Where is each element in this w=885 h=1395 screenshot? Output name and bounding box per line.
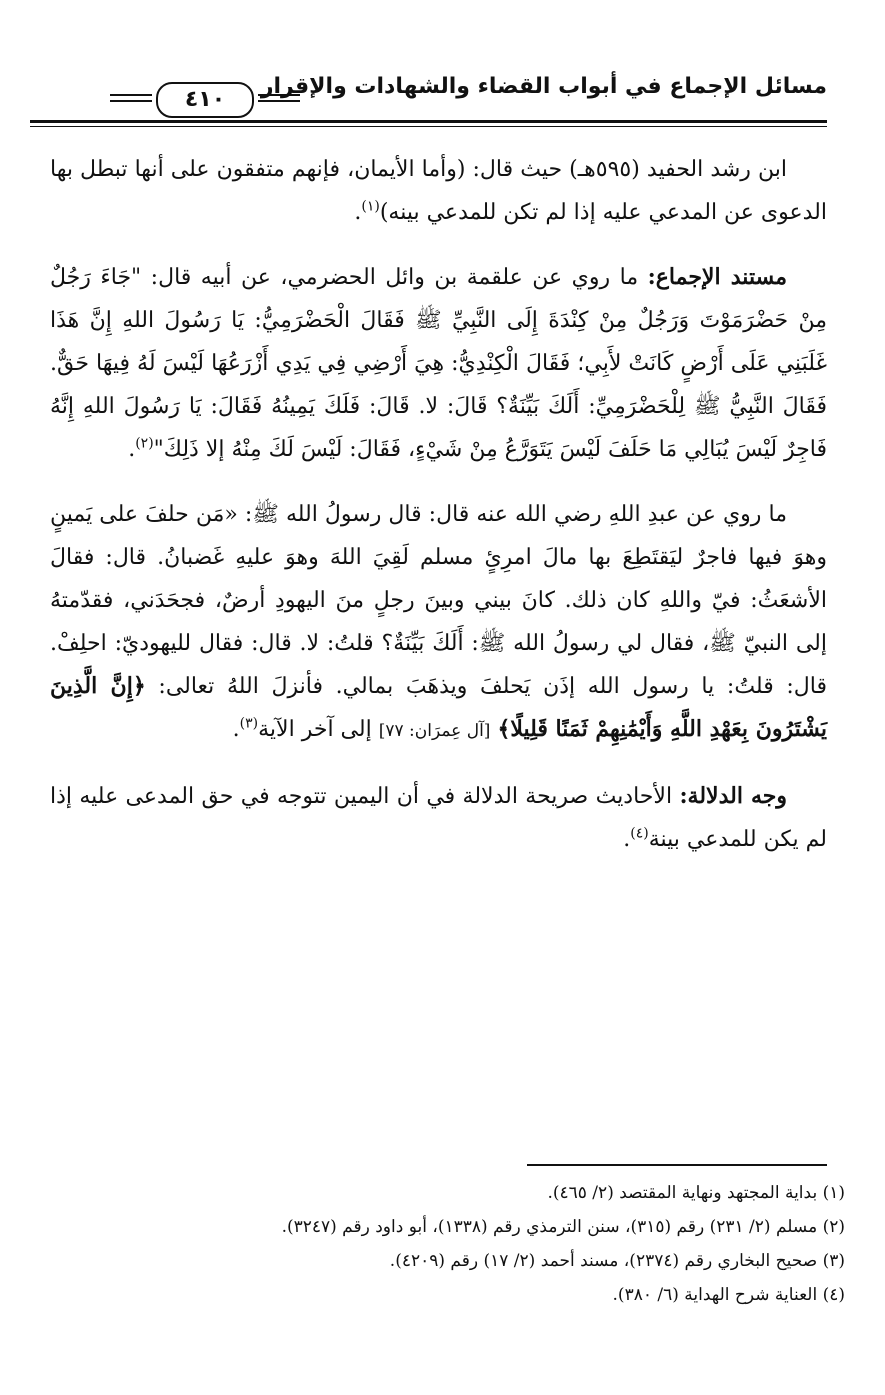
- page-header: [30, 62, 827, 132]
- footnote-ref[interactable]: (١): [361, 198, 380, 215]
- footnote-item: (٢) مسلم (٢/ ٢٣١) رقم (٣١٥)، سنن الترمذي رقم (١٣٣٨)، أبو داود رقم (٣٢٤٧).: [281, 1217, 845, 1237]
- header-rule-thick: [30, 120, 827, 123]
- quran-verse: ﴿إِنَّ الَّذِينَ يَشْتَرُونَ بِعَهْدِ اللَّهِ وَأَيْمَٰنِهِمْ ثَمَنًا قَلِيلًا﴾: [50, 673, 827, 742]
- paragraph-text: ما روي عن عبدِ اللهِ رضي الله عنه قال: قال رسولُ الله ﷺ: «مَن حلفَ على يَمينٍ وهوَ فيها فاجرٌ ليَقتَطِعَ بها مالَ امرِئٍ مسلم لَقِيَ اللهَ وهوَ عليهِ غَضبانُ. قال: فقالَ الأشعَثُ: فيّ واللهِ كان ذلك. كانَ بيني وبينَ رجلٍ منَ اليهودِ أرضٌ، فجحَدَني، فقدّمتهُ إلى النبيّ ﷺ، فقال لي رسولُ الله ﷺ: أَلَكَ بَيِّنَةٌ؟ قلتُ: لا. قال: فقال لليهوديّ: احلِفْ. قال: قلتُ: يا رسول الله إذَن يَحلفَ ويذهَبَ بمالي. فأنزلَ اللهُ تعالى:: [50, 502, 828, 699]
- page-number: ٤١٠: [156, 82, 254, 118]
- header-rule-thin: [30, 126, 827, 127]
- footnote-ref[interactable]: (٣): [239, 715, 259, 732]
- paragraph-evidence: مستند الإجماع: ما روي عن علقمة بن وائل الحضرمي، عن أبيه قال: "جَاءَ رَجُلٌ مِنْ حَضْرَمَوْتَ وَرَجُلٌ مِنْ كِنْدَةَ إِلَى النَّبِيِّ ﷺ فَقَالَ الْحَضْرَمِيُّ: يَا رَسُولَ اللهِ إِنَّ هَذَا غَلَبَنِي عَلَى أَرْضٍ كَانَتْ لأَبِي؛ فَقَالَ الْكِنْدِيُّ: هِيَ أَرْضِي فِي يَدِي أَزْرَعُهَا لَيْسَ لَهُ فِيهَا حَقٌّ. فَقَالَ النَّبِيُّ ﷺ لِلْحَضْرَمِيِّ: أَلَكَ بَيِّنَةٌ؟ قَالَ: لا. قَالَ: فَلَكَ يَمِينُهُ فَقَالَ: يَا رَسُولَ اللهِ إِنَّهُ فَاجِرٌ لَيْسَ يُبَالِي مَا حَلَفَ لَيْسَ يَتَوَرَّعُ مِنْ شَيْءٍ، فَقَالَ: لَيْسَ لَكَ مِنْهُ إلا ذَلِكَ"$^{(٢)}$.: [50, 264, 827, 462]
- ornament-line: [110, 94, 152, 96]
- paragraph-text: ابن رشد الحفيد (٥٩٥هـ) حيث قال: (وأما الأيمان، فإنهم متفقون على أنها تبطل بها الدعوى عن المدعي عليه إذا لم تكن للمدعي بينه): [50, 157, 827, 225]
- page-number-ornament: [110, 82, 300, 116]
- paragraph-text: إلى آخر الآية: [258, 717, 372, 742]
- footnote-ref[interactable]: (٤): [630, 825, 649, 842]
- footnote-item: (٤) العناية شرح الهداية (٦/ ٣٨٠).: [612, 1285, 845, 1305]
- main-text: [50, 148, 827, 883]
- ornament-line: [258, 94, 300, 96]
- footnote-ref[interactable]: (٢): [135, 435, 154, 452]
- running-title: مسائل الإجماع في أبواب القضاء والشهادات والإقرار: [260, 74, 827, 99]
- footnote-separator: [527, 1164, 827, 1166]
- verse-reference: [آل عِمرَان: ٧٧]: [378, 721, 491, 741]
- ornament-line: [110, 100, 152, 102]
- footnote-item: (٣) صحيح البخاري رقم (٢٣٧٤)، مسند أحمد (٢/ ١٧) رقم (٤٢٠٩).: [389, 1251, 845, 1271]
- footnotes: [50, 1176, 845, 1312]
- section-lead: وجه الدلالة:: [679, 783, 787, 809]
- paragraph-ibn-rushd: ابن رشد الحفيد (٥٩٥هـ) حيث قال: (وأما الأيمان، فإنهم متفقون على أنها تبطل بها الدعوى عن المدعي عليه إذا لم تكن للمدعي بينه)$^{(١)}$.: [50, 157, 827, 225]
- footnote-item: (١) بداية المجتهد ونهاية المقتصد (٢/ ٤٦٥).: [547, 1183, 845, 1203]
- paragraph-indication: وجه الدلالة: الأحاديث صريحة الدلالة في أن اليمين تتوجه في حق المدعى عليه إذا لم يكن للمدعي بينة$^{(٤)}$.: [50, 783, 827, 852]
- paragraph-text: ما روي عن علقمة بن وائل الحضرمي، عن أبيه قال: "جَاءَ رَجُلٌ مِنْ حَضْرَمَوْتَ وَرَجُلٌ مِنْ كِنْدَةَ إِلَى النَّبِيِّ ﷺ فَقَالَ الْحَضْرَمِيُّ: يَا رَسُولَ اللهِ إِنَّ هَذَا غَلَبَنِي عَلَى أَرْضٍ كَانَتْ لأَبِي؛ فَقَالَ الْكِنْدِيُّ: هِيَ أَرْضِي فِي يَدِي أَزْرَعُهَا لَيْسَ لَهُ فِيهَا حَقٌّ. فَقَالَ النَّبِيُّ ﷺ لِلْحَضْرَمِيِّ: أَلَكَ بَيِّنَةٌ؟ قَالَ: لا. قَالَ: فَلَكَ يَمِينُهُ فَقَالَ: يَا رَسُولَ اللهِ إِنَّهُ فَاجِرٌ لَيْسَ يُبَالِي مَا حَلَفَ لَيْسَ يَتَوَرَّعُ مِنْ شَيْءٍ، فَقَالَ: لَيْسَ لَكَ مِنْهُ إلا ذَلِكَ": [50, 265, 827, 462]
- section-lead: مستند الإجماع:: [647, 264, 787, 290]
- ornament-line: [258, 100, 300, 102]
- paragraph-hadith: ما روي عن عبدِ اللهِ رضي الله عنه قال: قال رسولُ الله ﷺ: «مَن حلفَ على يَمينٍ وهوَ فيها فاجرٌ ليَقتَطِعَ بها مالَ امرِئٍ مسلم لَقِيَ اللهَ وهوَ عليهِ غَضبانُ. قال: فقالَ الأشعَثُ: فيّ واللهِ كان ذلك. كانَ بيني وبينَ رجلٍ منَ اليهودِ أرضٌ، فجحَدَني، فقدّمتهُ إلى النبيّ ﷺ، فقال لي رسولُ الله ﷺ: أَلَكَ بَيِّنَةٌ؟ قلتُ: لا. قال: فقال لليهوديّ: احلِفْ. قال: قلتُ: يا رسول الله إذَن يَحلفَ ويذهَبَ بمالي. فأنزلَ اللهُ تعالى: ﴿إِنَّ الَّذِينَ يَشْتَرُونَ بِعَهْدِ اللَّهِ وَأَيْمَٰنِهِمْ ثَمَنًا قَلِيلًا﴾ [آل عِمرَان: ٧٧] إلى آخر الآية$^{(٣)}$.: [50, 502, 828, 742]
- paragraph-text: الأحاديث صريحة الدلالة في أن اليمين تتوجه في حق المدعى عليه إذا لم يكن للمدعي بينة: [50, 784, 827, 852]
